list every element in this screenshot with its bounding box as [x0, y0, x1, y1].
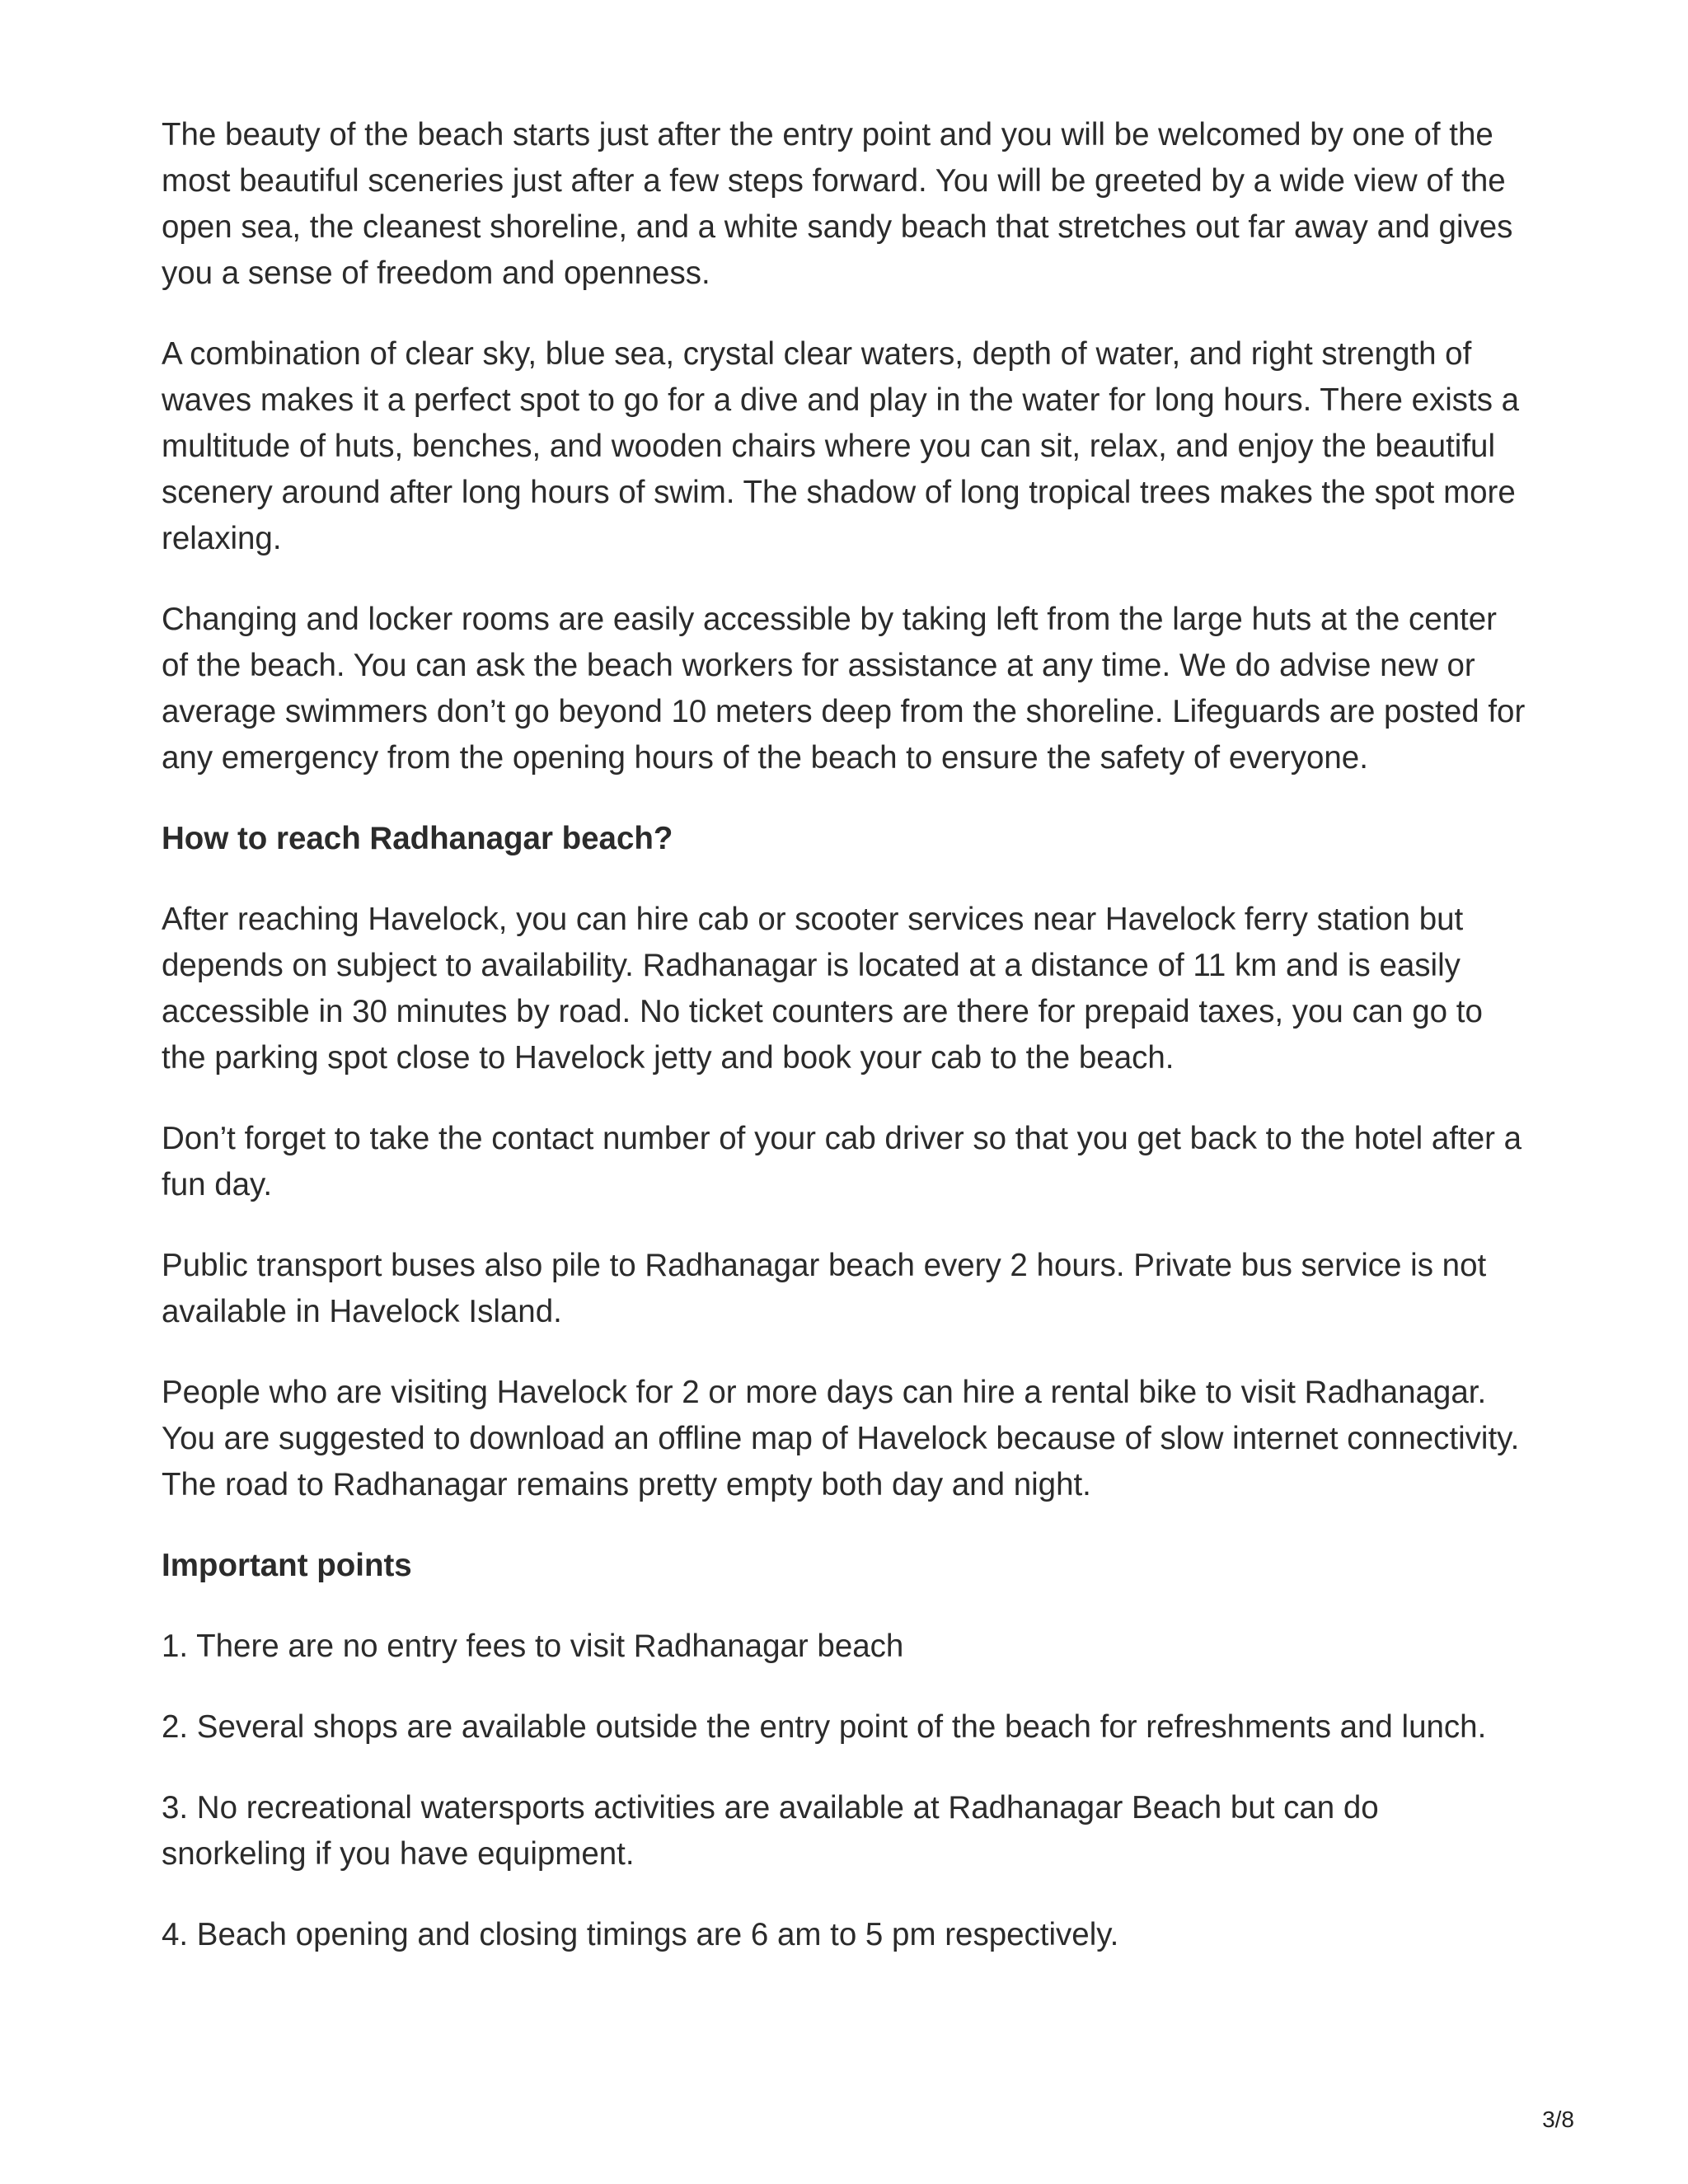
page-number: 3/8: [1542, 2107, 1574, 2132]
paragraph-public-transport: Public transport buses also pile to Radhanagar beach every 2 hours. Private bus service is not available in Havelock Island.: [162, 1248, 1487, 1329]
paragraph-driver-contact: Don’t forget to take the contact number of your cab driver so that you get back to the hotel after a fun day.: [162, 1121, 1522, 1202]
list-item: 1. There are no entry fees to visit Radhanagar beach: [162, 1629, 904, 1664]
paragraph-reach-by-cab: After reaching Havelock, you can hire cab or scooter services near Havelock ferry station but depends on subject to availability. Radhanagar is located at a distance of 11 km and is easily accessible in 30 minutes by road. No ticket counters are there for prepaid taxes, you can go to the parking spot close to Havelock jetty and book your cab to the beach.: [162, 902, 1483, 1076]
list-item: 3. No recreational watersports activities are available at Radhanagar Beach but can do snorkeling if you have equipment.: [162, 1790, 1379, 1872]
paragraph-facilities: Changing and locker rooms are easily accessible by taking left from the large huts at the center of the beach. You can ask the beach workers for assistance at any time. We do advise new or average swimmers don’t go beyond 10 meters deep from the shoreline. Lifeguards are posted for any emergency from the opening hours of the beach to ensure the safety of everyone.: [162, 602, 1526, 776]
list-item: 2. Several shops are available outside the entry point of the beach for refreshments and lunch.: [162, 1709, 1487, 1745]
article-content: [162, 112, 1530, 1993]
paragraph-rental-bike: People who are visiting Havelock for 2 or more days can hire a rental bike to visit Radhanagar. You are suggested to download an offline map of Havelock because of slow internet connectivity. The road to Radhanagar remains pretty empty both day and night.: [162, 1375, 1520, 1502]
paragraph-beach-beauty: The beauty of the beach starts just after the entry point and you will be welcomed by one of the most beautiful sceneries just after a few steps forward. You will be greeted by a wide view of the open sea, the cleanest shoreline, and a white sandy beach that stretches out far away and gives you a sense of freedom and openness.: [162, 117, 1513, 291]
heading-how-to-reach: How to reach Radhanagar beach?: [162, 821, 673, 856]
list-item: 4. Beach opening and closing timings are 6 am to 5 pm respectively.: [162, 1917, 1119, 1952]
heading-important-points: Important points: [162, 1548, 412, 1583]
paragraph-beach-features: A combination of clear sky, blue sea, crystal clear waters, depth of water, and right strength of waves makes it a perfect spot to go for a dive and play in the water for long hours. There exists a multitude of huts, benches, and wooden chairs where you can sit, relax, and enjoy the beautiful scenery around after long hours of swim. The shadow of long tropical trees makes the spot more relaxing.: [162, 336, 1520, 556]
